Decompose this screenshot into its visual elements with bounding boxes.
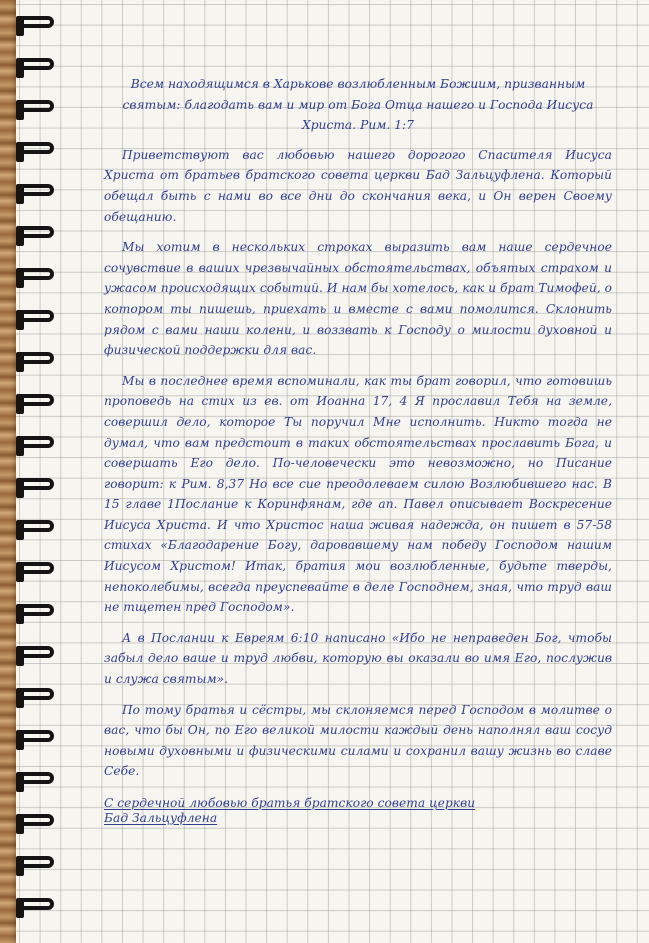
spiral-ring <box>20 604 54 616</box>
spiral-ring <box>20 562 54 574</box>
spiral-ring <box>20 58 54 70</box>
letter-paragraph: Мы хотим в нескольких строках выразить вам наше сердечное сочувствие в ваших чрезвычайных обстоятельствах, объятых страхом и ужасом происходящих событий. И нам бы хотелось, как и брат Тимофей, о котором ты пишешь, приехать и вместе с вами помолится. Склонить рядом с вами наши колени, и воззвать к Господу о милости духовной и физической поддержки для вас. <box>104 240 612 358</box>
letter-paragraph: Мы в последнее время вспоминали, как ты брат говорил, что готовишь проповедь на стих из ев. от Иоанна 17, 4 Я прославил Тебя на земле, совершил дело, которое Ты поручил Мне исполнить. Никто тогда не думал, что вам предстоит в таких обстоятельствах прославить Бога, и совершать Его дело. По-человечески это невозможно, но Писание говорит: к Рим. 8,37 Но все сие преодолеваем силою Возлюбившего нас. В 15 главе 1Послание к Коринфянам, где ап. Павел описывает Воскресение Иисуса Христа. И что Христос наша живая надежда, он пишет в 57-58 стихах «Благодарение Богу, даровавшему нам победу Господом нашим Иисусом Христом! Итак, братия мои возлюбленные, будьте тверды, непоколебимы, всегда преуспевайте в деле Господнем, зная, что труд ваш не тщетен пред Господом». <box>104 373 612 615</box>
spiral-ring <box>20 394 54 406</box>
letter-signature <box>104 796 612 826</box>
letter-paragraph: А в Послании к Евреям 6:10 написано «Ибо не неправеден Бог, чтобы забыл дело ваше и труд любви, которую вы оказали во имя Его, послужив и служа святым». <box>104 630 612 687</box>
spiral-ring <box>20 184 54 196</box>
spiral-ring <box>20 436 54 448</box>
spiral-ring <box>20 730 54 742</box>
spiral-ring <box>20 352 54 364</box>
spiral-ring <box>20 646 54 658</box>
spiral-ring <box>20 898 54 910</box>
signature-line: С сердечной любовью братья братского совета церкви <box>104 796 476 810</box>
spiral-binding <box>16 0 60 943</box>
spiral-ring <box>20 814 54 826</box>
spiral-ring <box>20 100 54 112</box>
spiral-ring <box>20 478 54 490</box>
spiral-ring <box>20 772 54 784</box>
spiral-ring <box>20 856 54 868</box>
spiral-ring <box>20 310 54 322</box>
spiral-ring <box>20 688 54 700</box>
letter-paragraph: Приветствуют вас любовью нашего дорогого Спасителя Иисуса Христа от братьев братского совета церкви Бад Зальцуфлена. Который обещал быть с нами во все дни до скончания века, и Он верен Своему обещанию. <box>104 147 612 224</box>
spiral-ring <box>20 268 54 280</box>
signature-line: Бад Зальцуфлена <box>104 811 218 825</box>
letter-paragraph: По тому братья и сёстры, мы склоняемся перед Господом в молитве о вас, что бы Он, по Его великой милости каждый день наполнял ваш сосуд новыми духовными и физическими силами и сохранил вашу жизнь во славе Себе. <box>104 702 612 779</box>
spiral-ring <box>20 226 54 238</box>
spiral-ring <box>20 520 54 532</box>
letter-heading: Всем находящимся в Харькове возлюбленным Божиим, призванным святым: благодать вам и мир от Бога Отца нашего и Господа Иисуса Христа. Рим. 1:7 <box>122 77 594 133</box>
spiral-ring <box>20 142 54 154</box>
handwritten-letter <box>104 74 612 826</box>
spiral-ring <box>20 16 54 28</box>
